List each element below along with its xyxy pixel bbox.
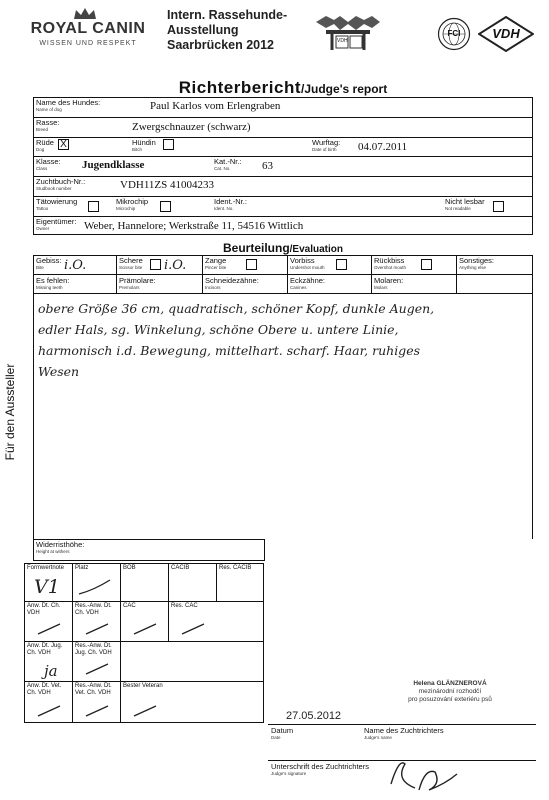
judge-name-label: Name des Zuchtrichters Judge's name — [364, 726, 444, 740]
studbook-field: Zuchtbuch-Nr.: Studbook number — [36, 177, 86, 191]
incisors-field: Schneidezähne: Incisors — [205, 276, 259, 290]
microchip-field: Mikrochip Microchip — [116, 197, 149, 211]
female-checkbox[interactable] — [163, 139, 174, 150]
grade-anw-dt-jug: Anw. Dt. Jug. Ch. VDH — [27, 643, 63, 656]
royal-canin-logo — [28, 6, 148, 54]
unreadable-checkbox[interactable] — [493, 201, 504, 212]
breed-field: Rasse: Breed — [36, 118, 60, 132]
grade-res-anw-dt-vet: Res.-Anw. Dt. Vet. Ch. VDH — [75, 683, 112, 696]
overshot-field: Rückbiss Overshot mouth — [374, 256, 407, 270]
breed-value: Zwergschnauzer (schwarz) — [132, 121, 251, 133]
female-field: Hündin Bitch — [132, 138, 156, 152]
show-title-line1: Intern. Rassehunde- — [167, 8, 288, 22]
strike-mark-icon — [34, 702, 64, 720]
evaluation-line-1: obere Größe 36 cm, quadratisch, schöner Kopf, dunkle Augen, — [38, 301, 435, 316]
tattoo-field: Tätowierung Tattoo — [36, 197, 78, 211]
grade-best-veteran: Bester Veteran — [123, 683, 163, 689]
pincer-field: Zange Pincer bite — [205, 256, 227, 270]
grade-platz: Platz — [75, 565, 89, 571]
scissor-checkbox[interactable] — [150, 259, 161, 270]
microchip-checkbox[interactable] — [160, 201, 171, 212]
scissor-field: Schere Scissor bite — [119, 256, 143, 270]
grade-anw-dt-vet: Anw. Dt. Vet. Ch. VDH — [27, 683, 62, 696]
pincer-checkbox[interactable] — [246, 259, 257, 270]
page-title — [33, 78, 533, 98]
formwert-value: V1 — [34, 576, 60, 598]
grade-res-anw-dt-ch: Res.-Anw. Dt. Ch. VDH — [75, 603, 112, 616]
evaluation-line-3: harmonisch i.d. Bewegung, mittelhart. scharf. Haar, ruhiges — [38, 343, 421, 358]
saarbruecken-show-logo — [312, 12, 384, 56]
bite-field: Gebiss: Bite — [36, 256, 62, 270]
dogs-emblem-icon — [312, 12, 384, 56]
evaluation-title: Beurteilung/Evaluation — [222, 241, 344, 255]
class-value: Jugendklasse — [82, 159, 145, 171]
bite-value: i.O. — [64, 258, 87, 273]
evaluation-line-4: Wesen — [38, 364, 80, 379]
owner-value: Weber, Hannelore; Werkstraße 11, 54516 Wittlich — [84, 220, 304, 232]
fci-logo — [437, 17, 471, 51]
undershot-checkbox[interactable] — [336, 259, 347, 270]
grade-res-cac: Res. CAC — [171, 603, 198, 609]
dog-name-value: Paul Karlos vom Erlengraben — [150, 100, 281, 112]
date-label: Datum Date — [271, 726, 294, 740]
strike-mark-icon — [130, 620, 160, 638]
studbook-value: VDH11ZS 41004233 — [120, 179, 215, 191]
grade-res-anw-dt-jug: Res.-Anw. Dt. Jug. Ch. VDH — [75, 643, 112, 656]
catno-field: Kat.-Nr.: Cat. No. — [214, 157, 242, 171]
show-title-line3: Saarbrücken 2012 — [167, 38, 275, 52]
evaluation-line-2: edler Hals, sg. Winkelung, schöne Obere u. untere Linie, — [38, 322, 399, 337]
other-field: Sonstiges: Anything else — [459, 256, 495, 270]
show-title — [167, 8, 307, 53]
vdh-text: VDH — [492, 26, 520, 41]
scissor-value: i.O. — [164, 258, 187, 273]
vdh-small-label: VDH — [337, 38, 348, 44]
judge-date-value: 27.05.2012 — [286, 710, 342, 722]
grade-res-cacib: Res. CACIB — [219, 565, 252, 571]
dog-name-field: Name des Hundes: Name of dog — [36, 98, 101, 112]
exhibitor-side-label: Für den Aussteller — [3, 363, 17, 461]
strike-mark-icon — [34, 620, 64, 638]
grade-bob: BOB — [123, 565, 136, 571]
brand-slogan: WISSEN UND RESPEKT — [39, 40, 137, 47]
grade-anw-dt-ch: Anw. Dt. Ch. VDH — [27, 603, 61, 616]
strike-mark-icon — [76, 576, 114, 598]
signature-label: Unterschrift des Zuchtrichters Judge's signature — [271, 762, 369, 776]
unreadable-field: Nicht lesbar Not readable — [445, 197, 485, 211]
ident-field: Ident.-Nr.: Ident. No. — [214, 197, 247, 211]
strike-mark-icon — [82, 702, 112, 720]
grade-cac: CAC — [123, 603, 136, 609]
dob-value: 04.07.2011 — [358, 141, 408, 153]
strike-mark-icon — [82, 620, 112, 638]
crown-icon — [72, 6, 98, 20]
overshot-checkbox[interactable] — [421, 259, 432, 270]
vdh-logo — [478, 16, 534, 52]
strike-mark-icon — [82, 660, 112, 678]
tattoo-checkbox[interactable] — [88, 201, 99, 212]
male-checkbox[interactable]: X — [58, 139, 69, 150]
male-field: Rüde Dog — [36, 138, 54, 152]
grade-cacib: CACIB — [171, 565, 190, 571]
missing-field: Es fehlen: Missing teeth — [36, 276, 70, 290]
brand-name: ROYAL CANIN — [30, 20, 146, 37]
judge-stamp: Helena GLÄNZNEROVÁ mezinárodní rozhodčí pro posuzování exteriéru psů — [408, 680, 492, 703]
title-en: /Judge's report — [301, 82, 388, 96]
height-label: Widerristhöhe: Height at withers — [36, 540, 85, 554]
catno-value: 63 — [262, 160, 273, 172]
grade-formwert: Formwertnote — [27, 565, 65, 571]
title-de: Richterbericht — [178, 78, 302, 97]
class-field: Klasse: Class — [36, 157, 61, 171]
strike-mark-icon — [130, 702, 160, 720]
undershot-field: Vorbiss Undershot mouth — [290, 256, 325, 270]
evaluation-text — [38, 298, 533, 382]
dob-field: Wurftag: Date of birth — [312, 138, 341, 152]
show-title-line2: Ausstellung — [167, 23, 239, 37]
fci-text: FCI — [447, 29, 461, 38]
premolars-field: Prämolare: Premolars — [119, 276, 156, 290]
strike-mark-icon — [178, 620, 208, 638]
canines-field: Eckzähne: Canines — [290, 276, 326, 290]
owner-field: Eigentümer: Owner — [36, 217, 77, 231]
jug-value: ja — [44, 662, 58, 680]
judge-signature — [385, 754, 465, 798]
molars-field: Molaren: Molars — [374, 276, 404, 290]
